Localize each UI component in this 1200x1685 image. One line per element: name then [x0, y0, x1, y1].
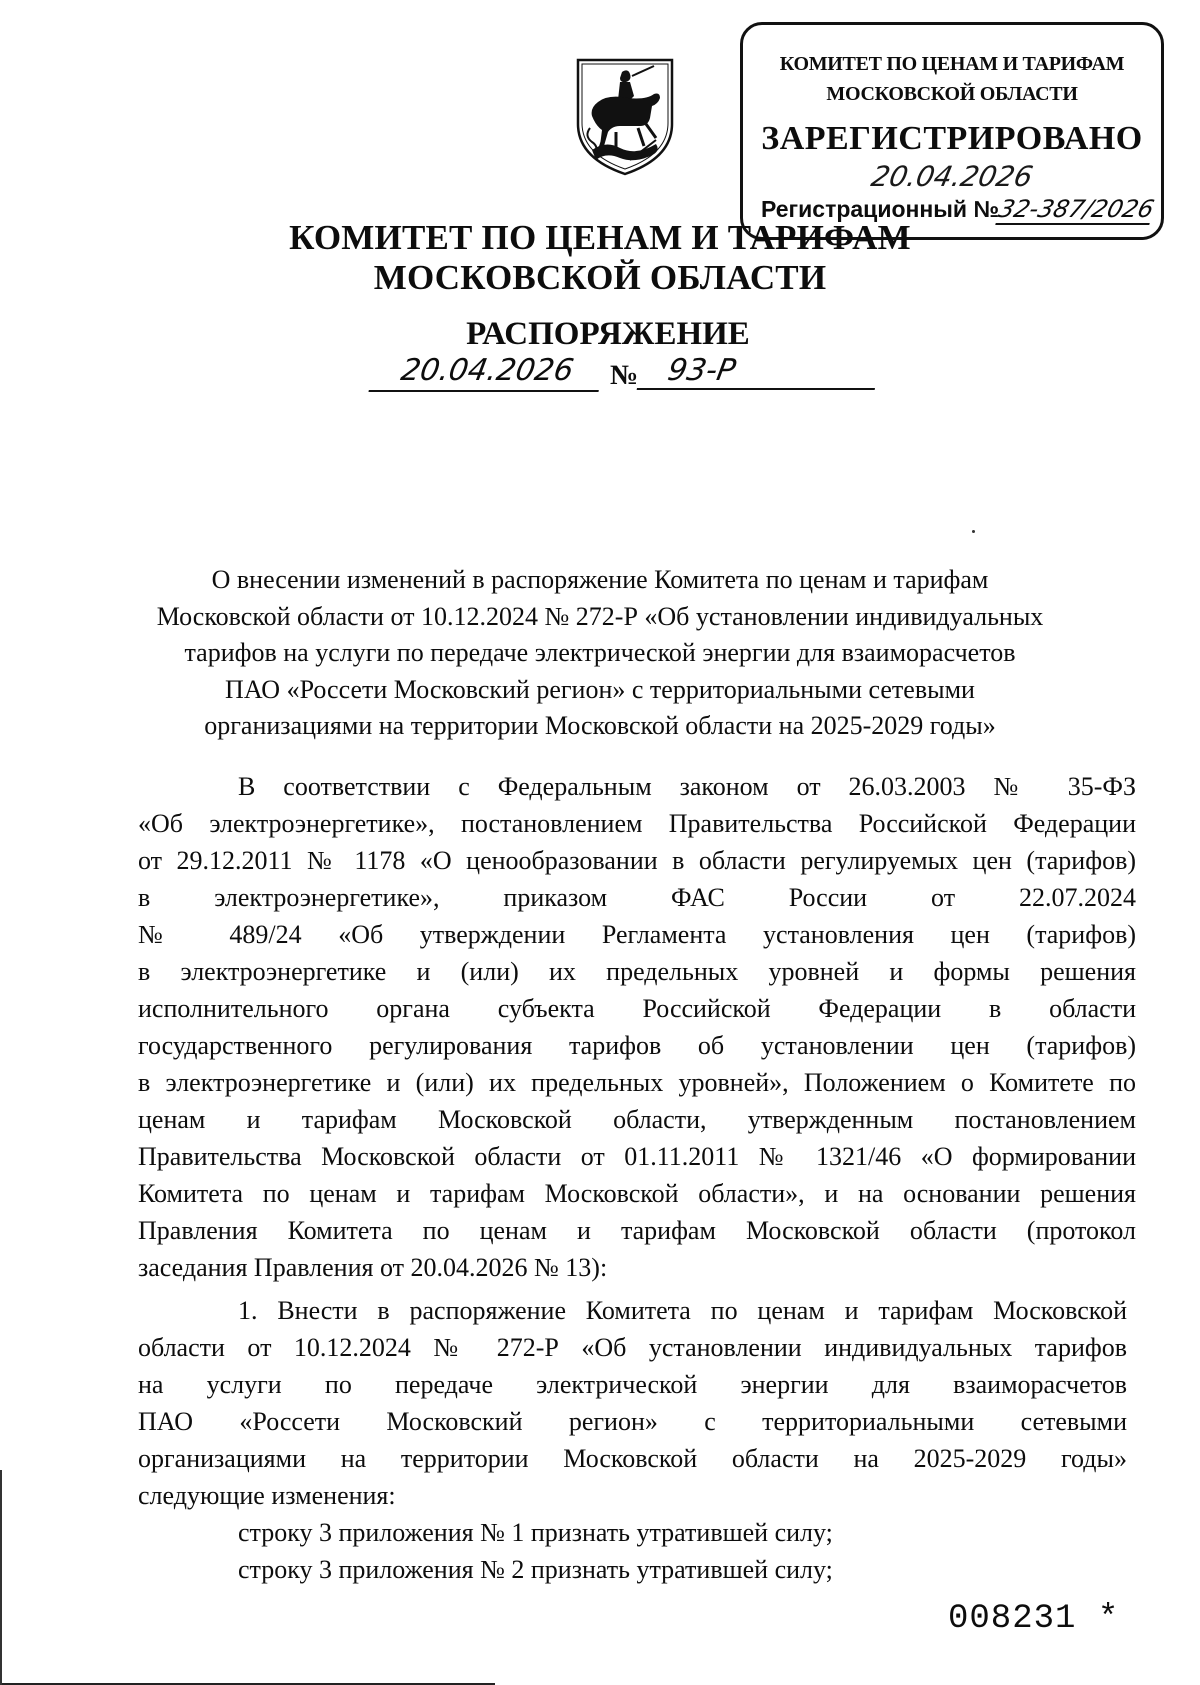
preamble-line: в электроэнергетике», приказом ФАС России от 22.07.2024 [138, 883, 1136, 912]
serial-number: 008231 * [948, 1600, 1120, 1638]
title-line: организациями на территории Московской области на 2025-2029 годы» [204, 711, 996, 741]
change-item: строку 3 приложения № 1 признать утратившей силу; [238, 1518, 833, 1547]
preamble-line: В соответствии с Федеральным законом от 26.03.2003 № 35-ФЗ [238, 772, 1136, 801]
preamble-line: Правления Комитета по ценам и тарифам Московской области (протокол [138, 1216, 1136, 1245]
title-line: ПАО «Россети Московский регион» с территориальными сетевыми [225, 674, 975, 704]
registration-stamp [740, 22, 1164, 240]
item1-line: 1. Внести в распоряжение Комитета по ценам и тарифам Московской [238, 1296, 1127, 1325]
org-name-line1: КОМИТЕТ ПО ЦЕНАМ И ТАРИФАМ [289, 218, 911, 257]
title-line: О внесении изменений в распоряжение Комитета по ценам и тарифам [211, 565, 989, 594]
org-name-line2: МОСКОВСКОЙ ОБЛАСТИ [373, 258, 827, 297]
preamble-line: в электроэнергетике и (или) их предельных уровней», Положением о Комитете по [138, 1068, 1136, 1097]
stamp-status: ЗАРЕГИСТРИРОВАНО [761, 120, 1143, 157]
document-number: 93-Р [637, 352, 882, 390]
stamp-org-line1: КОМИТЕТ ПО ЦЕНАМ И ТАРИФАМ [779, 53, 1125, 75]
preamble-line: заседания Правления от 20.04.2026 № 13): [138, 1253, 608, 1282]
scan-edge-left [0, 1470, 2, 1685]
scan-speck [972, 530, 975, 533]
number-sign: № [610, 360, 639, 391]
title-line: Московской области от 10.12.2024 № 272-Р «Об установлении индивидуальных [156, 601, 1044, 631]
document-date: 20.04.2026 [368, 352, 605, 392]
preamble-line: в электроэнергетике и (или) их предельных уровней и формы решения [138, 957, 1136, 986]
item1-line: области от 10.12.2024 № 272-Р «Об установлении индивидуальных тарифов [138, 1333, 1127, 1362]
preamble-line: № 489/24 «Об утверждении Регламента установления цен (тарифов) [138, 920, 1136, 949]
stamp-date: 20.04.2026 [868, 160, 1036, 193]
item1-line: организациями на территории Московской области на 2025-2029 годы» [138, 1444, 1127, 1473]
stamp-org-line2: МОСКОВСКОЙ ОБЛАСТИ [826, 83, 1078, 105]
title-line: тарифов на услуги по передаче электрической энергии для взаиморасчетов [184, 638, 1016, 668]
preamble-line: исполнительного органа субъекта Российской Федерации в области [138, 994, 1136, 1023]
coat-of-arms-emblem [572, 54, 678, 178]
item1-line: на услуги по передаче электрической энергии для взаиморасчетов [138, 1370, 1127, 1399]
change-item: строку 3 приложения № 2 признать утратившей силу; [238, 1555, 833, 1584]
preamble-line: государственного регулирования тарифов об установлении цен (тарифов) [138, 1031, 1136, 1060]
preamble-line: Правительства Московской области от 01.11.2011 № 1321/46 «О формировании [138, 1142, 1136, 1171]
stamp-reg-label: Регистрационный № [761, 196, 1000, 222]
coat-of-arms-icon [572, 54, 678, 178]
preamble-line: ценам и тарифам Московской области, утвержденным постановлением [138, 1105, 1136, 1134]
stamp-reg-number: 32-387/2026 [995, 195, 1158, 223]
preamble-line: «Об электроэнергетике», постановлением Правительства Российской Федерации [138, 809, 1136, 838]
document-type: РАСПОРЯЖЕНИЕ [466, 316, 750, 352]
item1-line: ПАО «Россети Московский регион» с территориальными сетевыми [138, 1407, 1127, 1436]
item1-line: следующие изменения: [138, 1481, 396, 1510]
document-title [120, 562, 1080, 745]
preamble-line: от 29.12.2011 № 1178 «О ценообразовании в области регулируемых цен (тарифов) [138, 846, 1136, 875]
preamble-line: Комитета по ценам и тарифам Московской области», и на основании решения [138, 1179, 1136, 1208]
